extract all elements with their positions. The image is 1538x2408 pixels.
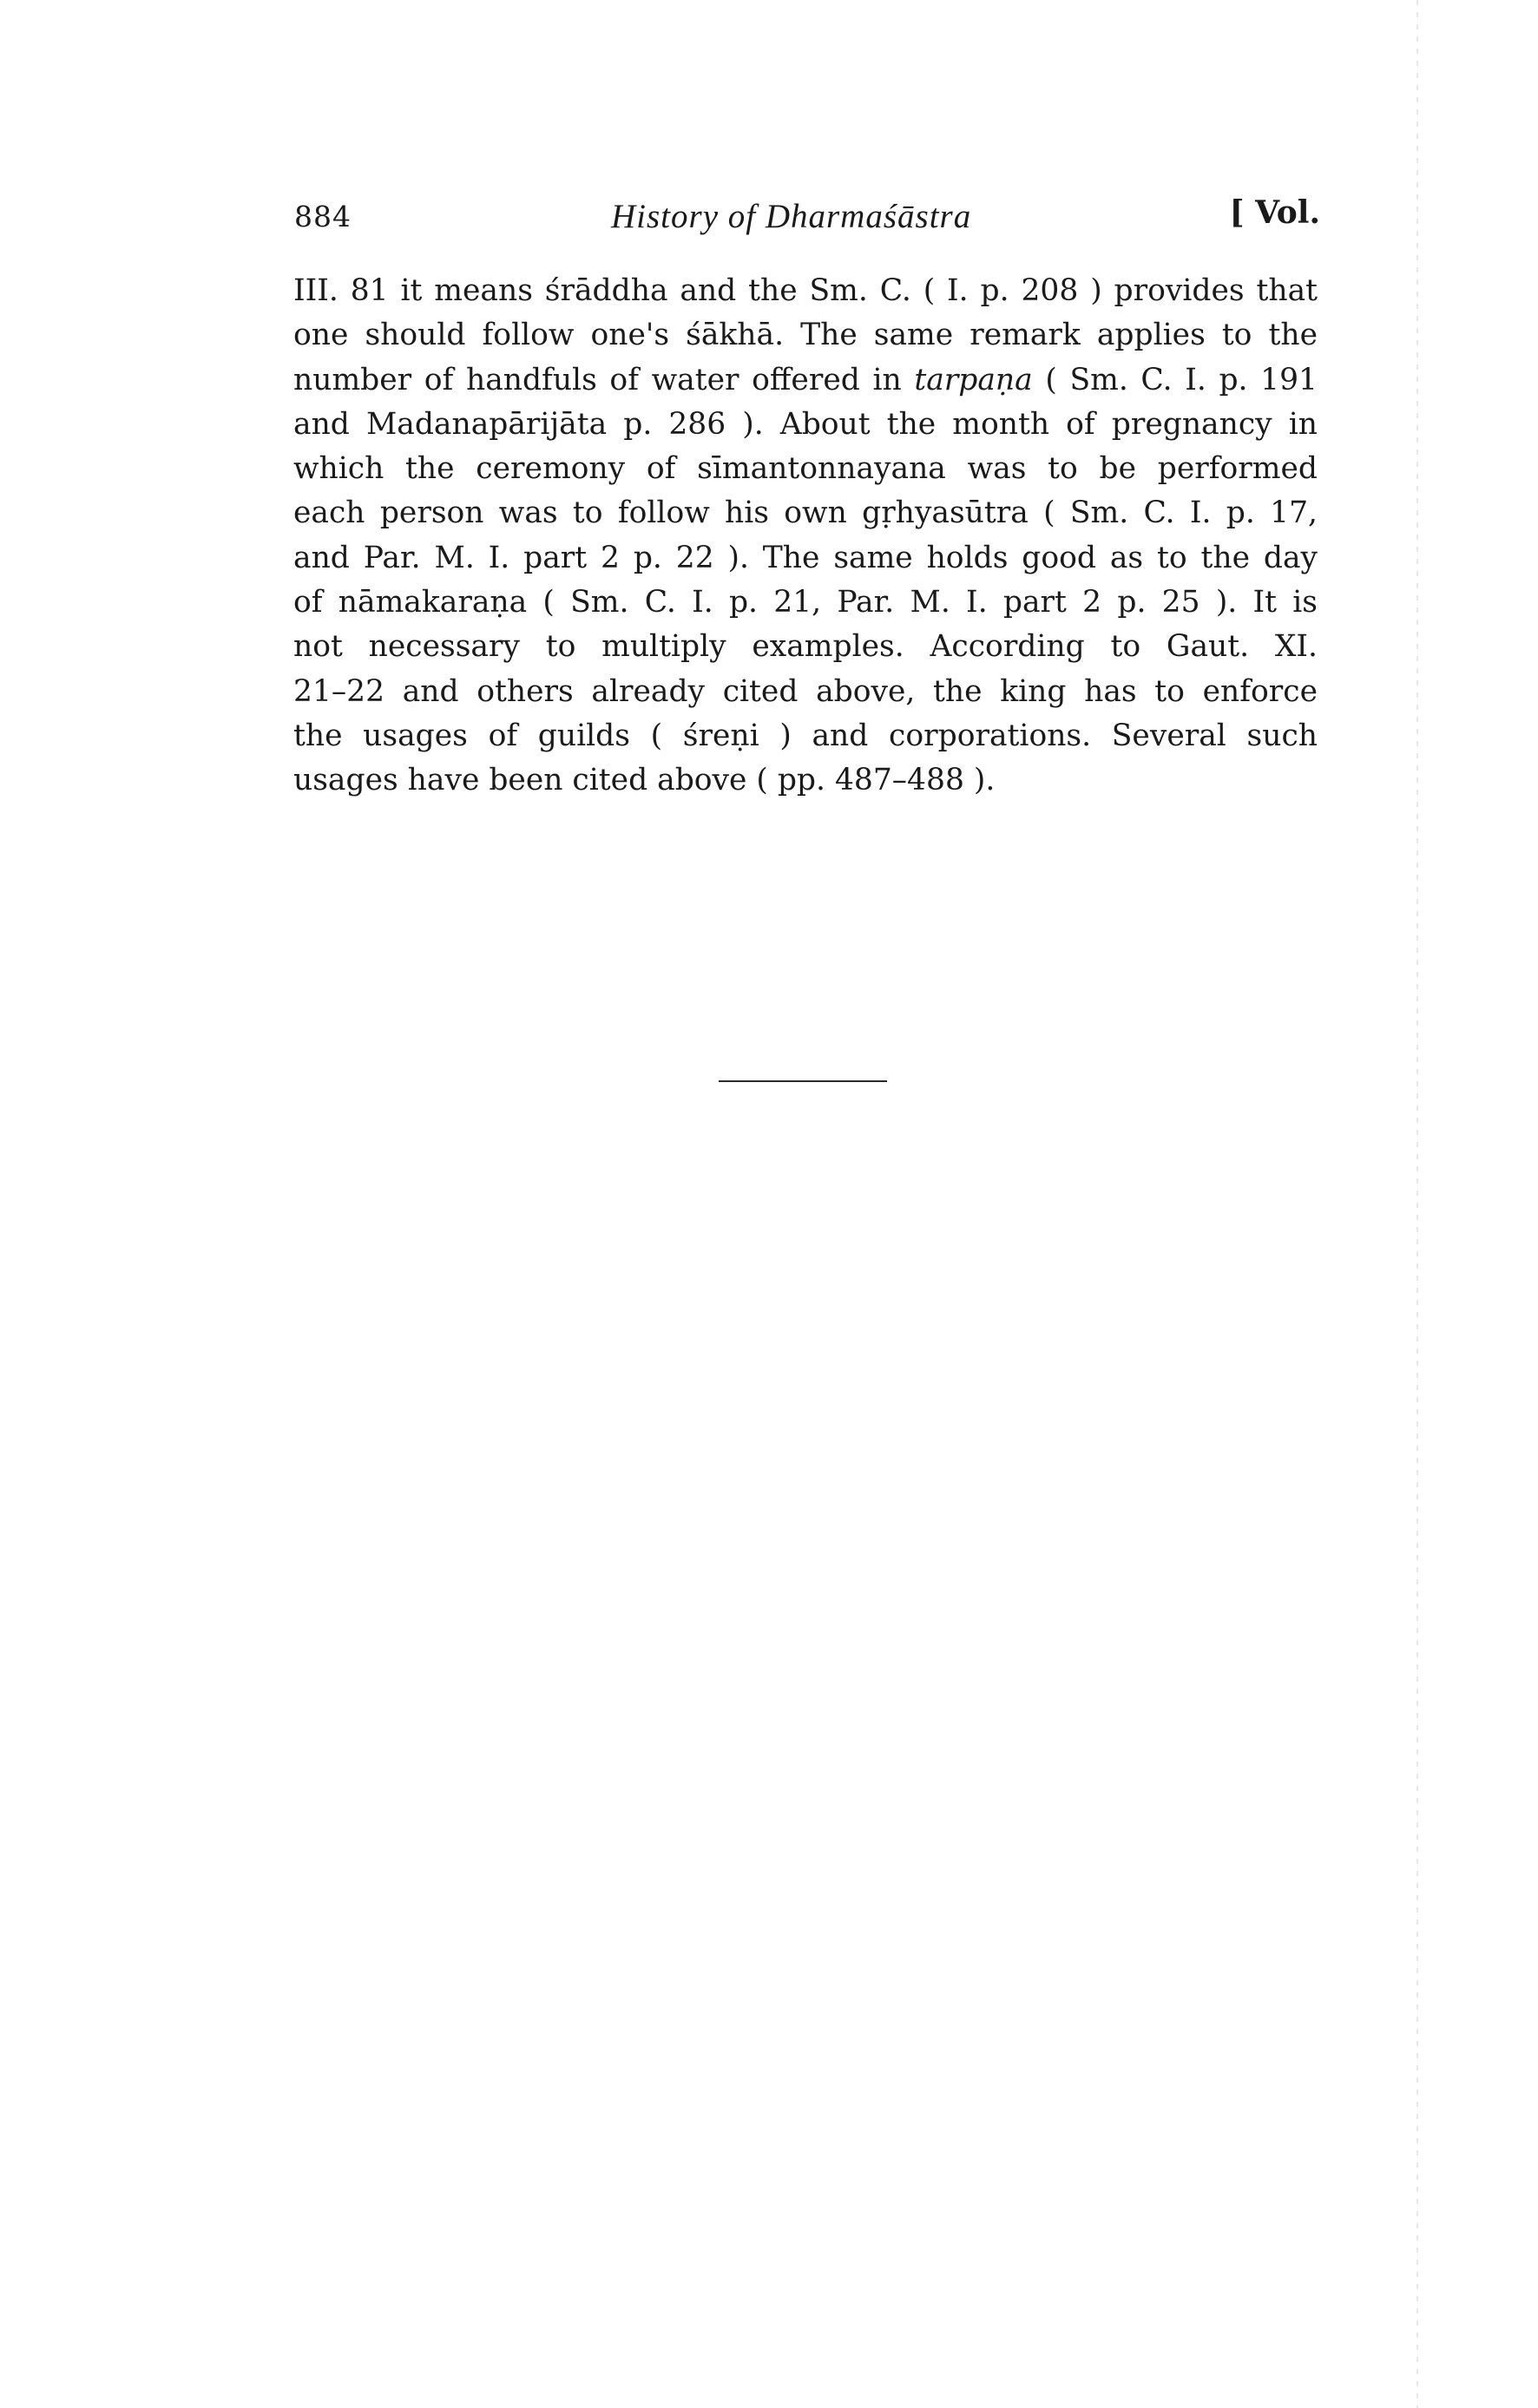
text-line: and Par. M. I. part 2 p. 22 ). The same holds good as to the day <box>293 540 1318 575</box>
text-line: the usages of guilds ( śreṇi ) and corporations. Several such <box>293 718 1318 753</box>
text-line: usages have been cited above ( pp. 487–488 ). <box>293 763 996 798</box>
text-line: one should follow one's śākhā. The same remark applies to the <box>293 318 1318 353</box>
volume-mark: [ Vol. <box>1229 194 1320 231</box>
text-line: III. 81 it means śrāddha and the Sm. C. ( I. p. 208 ) provides that <box>293 273 1318 308</box>
text-line: 21–22 and others already cited above, the king has to enforce <box>293 673 1318 709</box>
page-header <box>294 193 1320 245</box>
text-line: of nāmakaraṇa ( Sm. C. I. p. 21, Par. M. I. part 2 p. 25 ). It is <box>293 585 1318 620</box>
text-line: and Madanapārijāta p. 286 ). About the month of pregnancy in <box>293 406 1318 442</box>
section-end-rule <box>719 1080 887 1082</box>
body-paragraph <box>293 269 1318 804</box>
scan-edge-line <box>1416 0 1418 2408</box>
text-line-end: ( Sm. C. I. p. 191 <box>1032 362 1318 397</box>
running-title: History of Dharmaśāstra <box>611 198 972 235</box>
text-line: each person was to follow his own gṛhyasūtra ( Sm. C. I. p. 17, <box>293 495 1318 531</box>
page-number: 884 <box>294 200 352 233</box>
text-line: not necessary to multiply examples. According to Gaut. XI. <box>293 629 1318 665</box>
italic-term: tarpaṇa <box>914 362 1033 397</box>
text-line <box>293 358 1318 403</box>
text-line-start: number of handfuls of water offered in <box>293 362 915 397</box>
text-line: which the ceremony of sīmantonnayana was to be performed <box>293 451 1318 487</box>
